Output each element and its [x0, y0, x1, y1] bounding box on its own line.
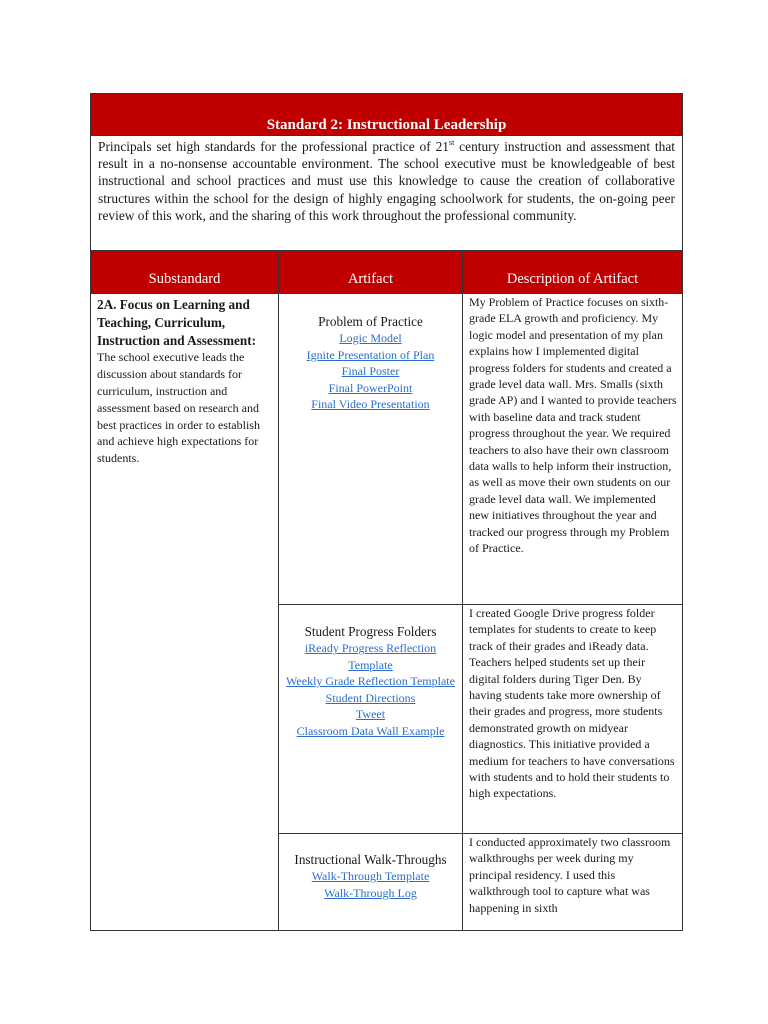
- header-description: Description of Artifact: [463, 251, 683, 294]
- artifact-link-student-directions[interactable]: Student Directions: [325, 690, 416, 705]
- artifact-link-weekly-grade-reflection[interactable]: Weekly Grade Reflection Template: [286, 674, 455, 689]
- substandard-cell: [91, 294, 279, 931]
- intro-text-part2: century instruction and assessment that result in a no-nonsense accountable environment. The school executive must be knowledgeable of best instructional and school practices and must use this knowledge to cause the creation of collaborative structures within the school for the design of highly engaging schoolwork for students, the on-going peer review of this work, and the sharing of this work throughout the professional community.: [98, 139, 676, 223]
- artifact-link-iready-reflection[interactable]: iReady Progress Reflection Template: [304, 641, 437, 672]
- intro-text-part1: Principals set high standards for the professional practice of 21: [98, 139, 449, 154]
- artifact-description: My Problem of Practice focuses on sixth-grade ELA growth and proficiency. My logic model and presentation of my plan explains how I implemented digital progress folders for students and created a grade level data wall. Mrs. Smalls (sixth grade AP) and I wanted to provide teachers with baseline data and track student progress throughout the year. We required teachers to also have their own classroom data walls to help inform their instruction, as well as move their own students on our grade level data wall. We implemented new initiatives throughout the year and tracked our progress through my Problem of Practice.: [463, 294, 683, 605]
- artifact-title: Instructional Walk-Throughs: [294, 852, 447, 867]
- standard-title: [91, 94, 683, 136]
- artifact-cell: [279, 834, 463, 931]
- artifact-link-final-powerpoint[interactable]: Final PowerPoint: [328, 380, 413, 395]
- artifact-link-walkthrough-log[interactable]: Walk-Through Log: [324, 885, 417, 900]
- header-artifact: Artifact: [279, 251, 463, 294]
- artifact-description: I conducted approximately two classroom walkthroughs per week during my principal residency. I used this walkthrough tool to capture what was happening in sixth: [463, 834, 683, 931]
- standard-title-text: Standard 2: Instructional Leadership: [266, 117, 507, 133]
- artifact-link-final-video[interactable]: Final Video Presentation: [311, 397, 430, 412]
- artifact-link-walkthrough-template[interactable]: Walk-Through Template: [311, 869, 430, 883]
- artifact-link-tweet[interactable]: Tweet: [355, 707, 386, 722]
- standard-table: [90, 93, 683, 931]
- artifact-link-classroom-data-wall[interactable]: Classroom Data Wall Example: [296, 723, 445, 738]
- substandard-text: The school executive leads the discussion about standards for curriculum, instruction and assessment based on research and best practices in order to establish and achieve high expectations for students.: [97, 350, 260, 466]
- header-substandard: Substandard: [91, 251, 279, 294]
- artifact-link-final-poster[interactable]: Final Poster: [341, 364, 400, 379]
- artifact-link-logic-model[interactable]: Logic Model: [339, 331, 402, 345]
- artifact-title: Problem of Practice: [318, 314, 423, 329]
- standard-description: [91, 136, 683, 251]
- intro-superscript: st: [448, 138, 455, 147]
- artifact-title: Student Progress Folders: [304, 624, 437, 639]
- artifact-description: I created Google Drive progress folder templates for students to create to keep track of their grades and iReady data. Teachers helped students set up their digital folders during Tiger Den. By having students take more ownership of their grades and progress, more students demonstrated growth on midyear diagnostics. This initiative provided a medium for teachers to have conversations with students and to hold their students to high expectations.: [463, 605, 683, 834]
- artifact-cell: [279, 605, 463, 834]
- artifact-cell: [279, 294, 463, 605]
- artifact-link-ignite-presentation[interactable]: Ignite Presentation of Plan: [306, 347, 435, 362]
- substandard-heading: 2A. Focus on Learning and Teaching, Curriculum, Instruction and Assessment:: [97, 297, 257, 348]
